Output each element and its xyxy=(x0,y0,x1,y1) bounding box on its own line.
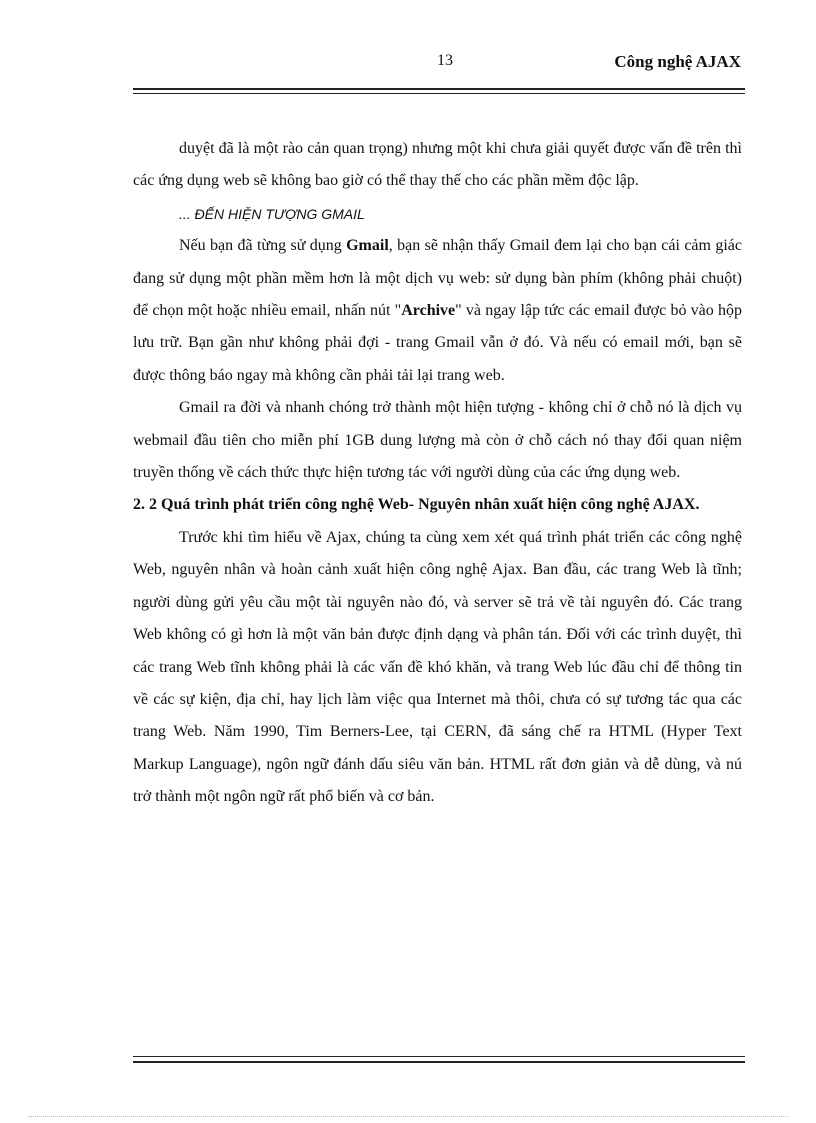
paragraph-1: duyệt đã là một rào cản quan trọng) nhưng một khi chưa giải quyết được vấn đề trên thì các ứng dụng web sẽ không bao giờ có thể thay thế cho các phần mềm độc lập. xyxy=(133,140,742,190)
footer-rule-bottom xyxy=(133,1061,745,1063)
header-rule-bottom xyxy=(133,93,745,94)
paragraph-2-text-a: Nếu bạn đã từng sử dụng xyxy=(179,237,347,255)
page-edge-dots xyxy=(28,1116,788,1117)
paragraph-2-gmail: Gmail xyxy=(346,237,389,255)
paragraph-3: Gmail ra đời và nhanh chóng trở thành một hiện tượng - không chỉ ở chỗ nó là dịch vụ webmail đầu tiên cho miễn phí 1GB dung lượng mà còn ở chỗ cách nó thay đổi quan niệm truyền thống về cách thức thực hiện tương tác với người dùng của các ứng dụng web. xyxy=(133,399,742,482)
body-text xyxy=(133,133,742,814)
running-title: Công nghệ AJAX xyxy=(614,52,741,71)
page-number: 13 xyxy=(437,52,453,69)
paragraph-2 xyxy=(133,230,742,392)
paragraph-2-text-c: " và ngay lập tức các email được bỏ vào hộp lưu trữ. Bạn gần như không phải đợi - trang Gmail vẫn ở đó. Và nếu có email mới, bạn sẽ được thông báo ngay mà không cần phải tải lại trang web. xyxy=(133,302,742,384)
page-header xyxy=(133,50,745,80)
section-heading: 2. 2 Quá trình phát triển công nghệ Web- Nguyên nhân xuất hiện công nghệ AJAX. xyxy=(133,496,700,514)
paragraph-2-archive: Archive xyxy=(401,302,456,320)
paragraph-2-text-b: , bạn sẽ nhận thấy Gmail đem lại cho bạn cái cảm giác đang sử dụng một phần mềm hơn là một dịch vụ web: sử dụng bàn phím (không phải chuột) để chọn một hoặc nhiều email, nhấn nút " xyxy=(133,237,742,320)
subheading-gmail: ... ĐẾN HIỆN TƯỢNG GMAIL xyxy=(179,205,365,222)
header-rule-top xyxy=(133,88,745,90)
footer-rule-top xyxy=(133,1056,745,1057)
paragraph-4: Trước khi tìm hiểu về Ajax, chúng ta cùng xem xét quá trình phát triển các công nghệ Web, nguyên nhân và hoàn cảnh xuất hiện công nghệ Ajax. Ban đầu, các trang Web là tĩnh; người dùng gửi yêu cầu một tài nguyên nào đó, và server sẽ trả về tài nguyên đó. Các trang Web không có gì hơn là một văn bản được định dạng và phân tán. Đối với các trình duyệt, thì các trang Web tĩnh không phải là các vấn đề khó khăn, và trang Web lúc đầu chỉ để thông tin về các sự kiện, địa chỉ, hay lịch làm việc qua Internet mà thôi, chưa có sự tương tác qua các trang Web. Năm 1990, Tim Berners-Lee, tại CERN, đã sáng chế ra HTML (Hyper Text Markup Language), ngôn ngữ đánh dấu siêu văn bản. HTML rất đơn giản và dễ dùng, và nú trở thành một ngôn ngữ rất phổ biến và cơ bản. xyxy=(133,528,742,806)
